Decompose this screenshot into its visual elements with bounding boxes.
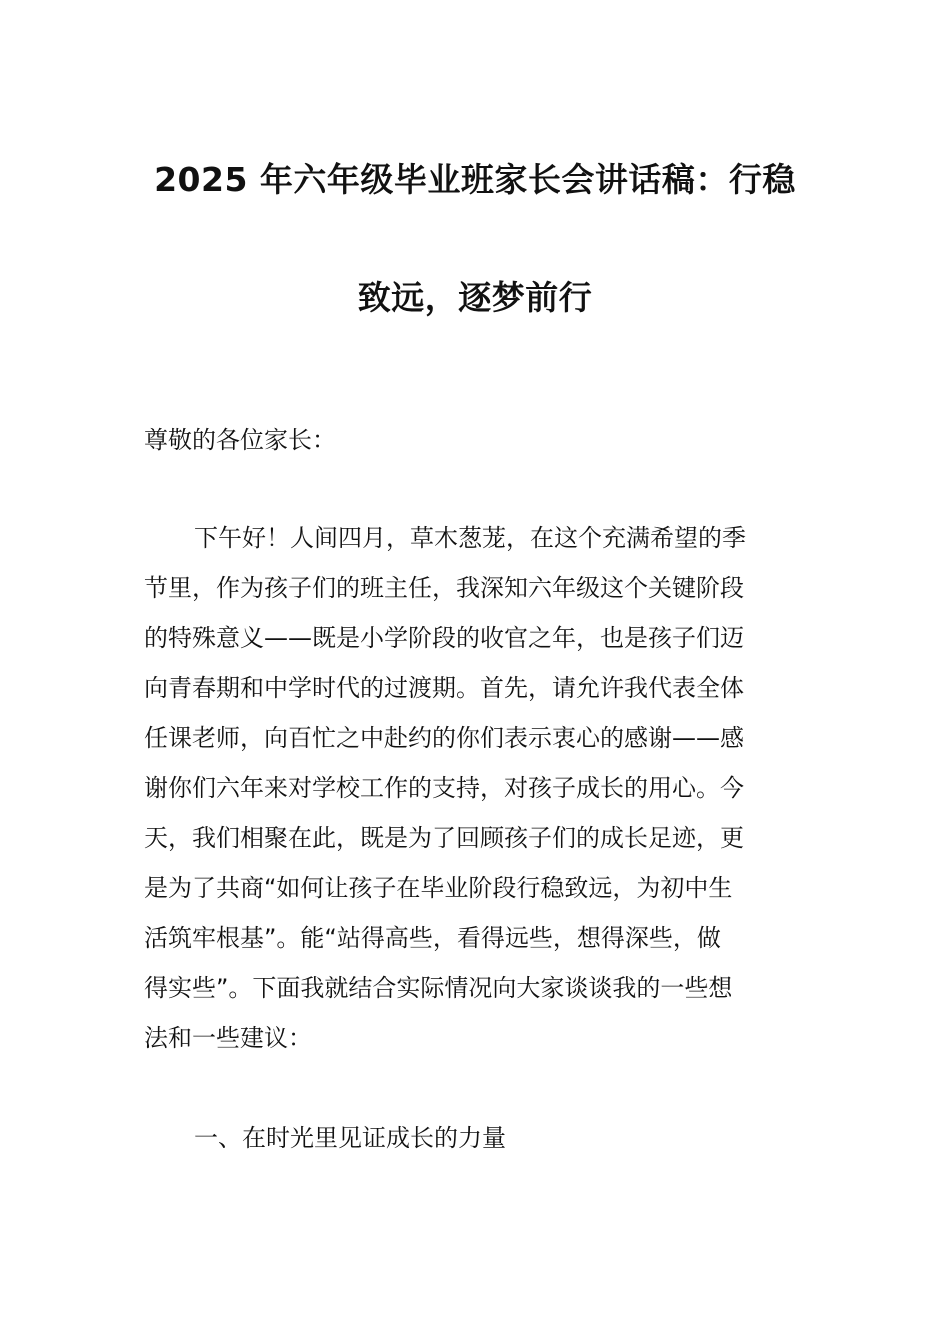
paragraph-line: 法和一些建议：: [144, 1024, 312, 1052]
paragraph-line: 是为了共商“如何让孩子在毕业阶段行稳致远，为初中生: [144, 874, 733, 902]
paragraph-line: 节里，作为孩子们的班主任，我深知六年级这个关键阶段: [144, 574, 744, 602]
paragraph-line: 下午好！人间四月，草木葱茏，在这个充满希望的季: [194, 524, 746, 552]
paragraph-line: 活筑牢根基”。能“站得高些，看得远些，想得深些，做: [144, 924, 721, 952]
paragraph-line: 任课老师，向百忙之中赴约的你们表示衷心的感谢——感: [144, 724, 744, 752]
paragraph-line: 得实些”。下面我就结合实际情况向大家谈谈我的一些想: [144, 974, 733, 1002]
greeting: 尊敬的各位家长：: [144, 426, 336, 454]
paragraph-line: 谢你们六年来对学校工作的支持，对孩子成长的用心。今: [144, 774, 744, 802]
paragraph-line: 天，我们相聚在此，既是为了回顾孩子们的成长足迹，更: [144, 824, 744, 852]
paragraph-line: 的特殊意义——既是小学阶段的收官之年，也是孩子们迈: [144, 624, 744, 652]
paragraph-line: 向青春期和中学时代的过渡期。首先，请允许我代表全体: [144, 674, 744, 702]
document-title-line-2: 致远，逐梦前行: [357, 278, 593, 317]
section-heading: 一、在时光里见证成长的力量: [194, 1124, 506, 1152]
document-title-line-1: 2025 年六年级毕业班家长会讲话稿：行稳: [154, 160, 796, 199]
